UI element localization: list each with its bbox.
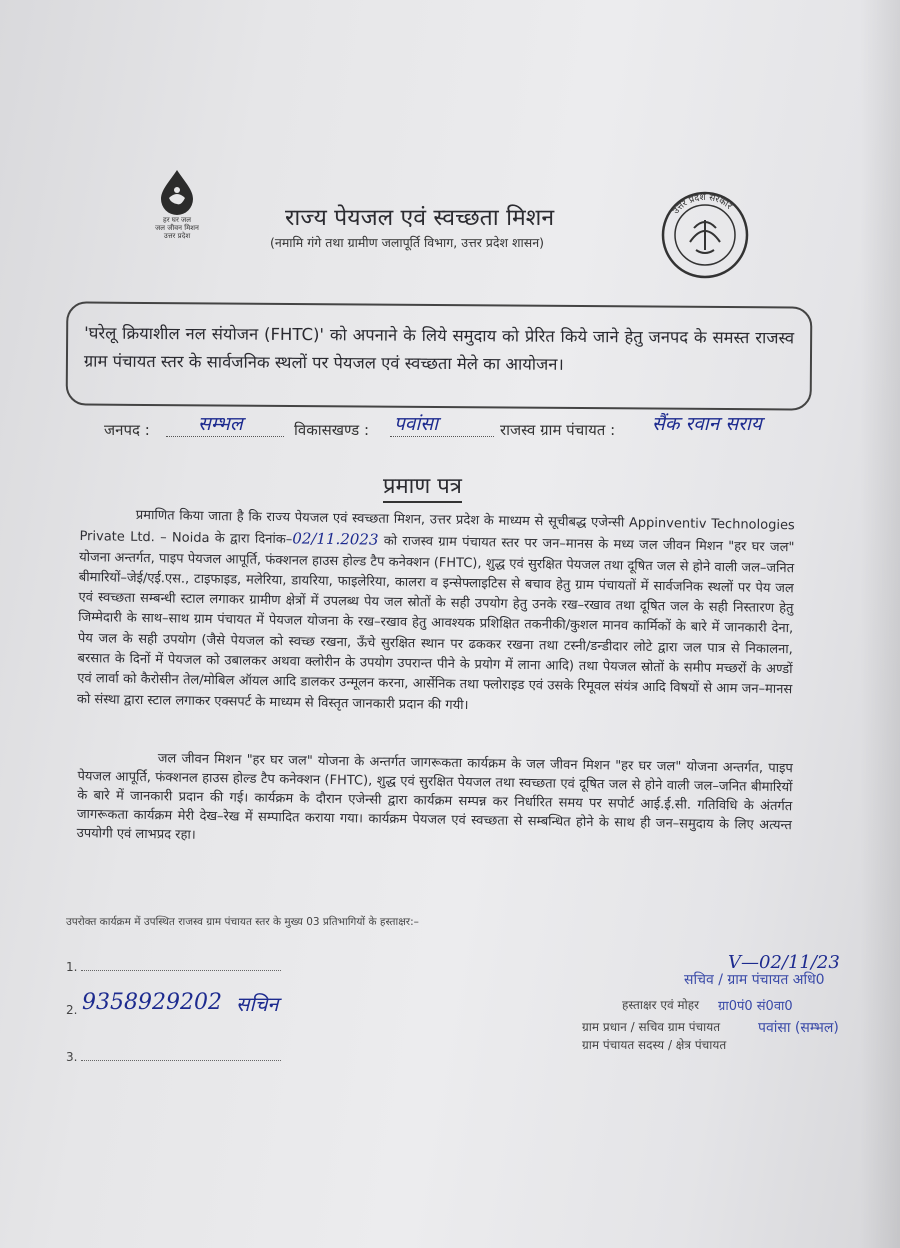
- official-stamp-designation: सचिव / ग्राम पंचायत अधि0: [684, 972, 825, 988]
- logo-caption-2: जल जीवन मिशन: [155, 224, 199, 232]
- certificate-paragraph-1: [77, 505, 795, 721]
- panchayat-label: राजस्व ग्राम पंचायत :: [500, 421, 616, 439]
- block-value: पवांसा: [394, 413, 439, 435]
- har-ghar-jal-logo: [132, 168, 222, 240]
- page-title: राज्य पेयजल एवं स्वच्छता मिशन: [285, 205, 555, 231]
- paper-shadow: [860, 0, 900, 1248]
- state-emblem-icon: [660, 190, 750, 280]
- district-value: सम्भल: [198, 413, 243, 435]
- participants-note: उपरोक्त कार्यक्रम में उपस्थित राजस्व ग्राम पंचायत स्तर के मुख्य 03 प्रतिभागियों के हस्ताक्षर:–: [66, 916, 419, 928]
- logo-caption-1: हर घर जल: [163, 216, 191, 224]
- participant-line-3: [66, 1050, 281, 1064]
- participant-number-1: 1.: [66, 960, 78, 974]
- event-date: 02/11.2023: [292, 529, 379, 549]
- official-stamp-location: पवांसा (सम्भल): [758, 1020, 839, 1036]
- official-sign-date: V—02/11/23: [728, 952, 840, 973]
- official-stamp-office: ग्रा0पं0 सं0वा0: [718, 999, 793, 1014]
- official-member-label: ग्राम पंचायत सदस्य / क्षेत्र पंचायत: [582, 1038, 727, 1052]
- participant-mobile: 9358929202: [82, 990, 222, 1015]
- logo-caption-3: उत्तर प्रदेश: [163, 232, 191, 240]
- para2-text: जल जीवन मिशन "हर घर जल" योजना के अन्तर्गत जागरूकता कार्यक्रम के जल जीवन मिशन "हर घर जल" योजना अन्तर्गत, पाइप पेयजल आपूर्ति, फंक्शनल हाउस होल्ड टैप कनेक्शन (FHTC), शुद्ध एवं सुरक्षित पेयजल तथा स्वच्छता एवं दूषित जल से होने वाली जल–जनित बीमारियों के बारे में जानकारी प्रदान की गई। कार्यक्रम के दौरान एजेन्सी द्वारा कार्यक्रम सम्पन्न कर निर्धारित समय पर सपोर्ट आई.ई.सी. गतिविधि के अंतर्गत जागरूकता कार्यक्रम मेरी देख–रेख में सम्पादित कराया गया। कार्यक्रम पेयजल एवं स्वच्छता से सम्बन्धित होने के साथ ही जन–समुदाय के लिए अत्यन्त उपयोगी एवं लाभप्रद रहा।: [76, 751, 793, 843]
- water-drop-icon: [155, 168, 199, 216]
- official-sign-label: हस्ताक्षर एवं मोहर: [622, 998, 700, 1012]
- para1-text-start: प्रमाणित किया जाता है कि राज्य पेयजल एवं स्वच्छता मिशन, उत्तर प्रदेश के माध्यम से सूचीबद्ध एजेन्सी Appinventiv Technologies Private Ltd. – Noida के द्वारा दिनांक–: [79, 507, 795, 548]
- official-role-label: ग्राम प्रधान / सचिव ग्राम पंचायत: [582, 1020, 721, 1034]
- seal-text: उत्तर प्रदेश सरकार: [671, 192, 734, 217]
- up-government-seal: [660, 190, 750, 280]
- location-row: [104, 413, 824, 454]
- signature-dotted-line-1: [81, 960, 281, 971]
- participant-number-2: 2.: [66, 1003, 78, 1017]
- signature-dotted-line-3: [81, 1050, 281, 1061]
- participant-line-1: [66, 960, 281, 974]
- participant-number-3: 3.: [66, 1050, 78, 1064]
- page-subtitle: (नमामि गंगे तथा ग्रामीण जलापूर्ति विभाग, उत्तर प्रदेश शासन): [270, 235, 545, 250]
- para1-text-end: को राजस्व ग्राम पंचायत स्तर पर जन–मानस के मध्य जल जीवन मिशन "हर घर जल" योजना अन्तर्गत, पाइप पेयजल आपूर्ति, फंक्शनल हाउस होल्ड टैप कनेक्शन (FHTC), शुद्ध एवं सुरक्षित पेयजल तथा दूषित जल से होने वाली जल–जनित बीमारियों–जेई/एई.एस., टाइफाइड, मलेरिया, डायरिया, फाइलेरिया, कालरा व इन्सेफ्लाइटिस से बचाव हेतु ग्राम पंचायतों में सार्वजनिक स्थलों पर पेय जल एवं स्वच्छता सम्बन्धी स्टाल लगाकर ग्रामीण क्षेत्रों में उपलब्ध पेय जल स्रोतों के सही उपयोग हेतु उनके रख–रखाव तथा दूषित जल के सही निस्तारण हेतु जिम्मेदारी के साथ–साथ ग्राम पंचायत में पेयजल योजना के रख–रखाव हेतु आवश्यक प्रशिक्षित तकनीकी/कुशल मानव कार्मिकों के बारे में जानकारी देना, पेय जल के सही उपयोग (जैसे पेयजल को स्वच्छ रखना, ऊँचे सुरक्षित स्थान पर ढककर रखना तथा टस्नी/डन्डीदार लोटे द्वारा जल पात्र से निकालना, बरसात के दिनों में पेयजल को उबालकर अथवा क्लोरीन के उपयोग उपरान्त पीने के प्रयोग में लाना आदि) तथा पेयजल स्रोतों के समीप मच्छरों के अण्डों एवं लार्वा को कैरोसीन तेल/मोबिल ऑयल आदि डालकर उन्मूलन करना, आर्सेनिक तथा फ्लोराइड एवं उसके रिमूवल संयंत्र आदि विषयों से आम जन–मानस को संस्था द्वारा स्टाल लगाकर एक्सपर्ट के माध्यम से विस्तृत जानकारी प्रदान की गयी।: [76, 533, 795, 713]
- district-label: जनपद :: [104, 421, 150, 439]
- participant-line-2: [66, 1003, 77, 1017]
- event-banner-text: 'घरेलू क्रियाशील नल संयोजन (FHTC)' को अपनाने के लिये समुदाय को प्रेरित किये जाने हेतु जनपद के समस्त राजस्व ग्राम पंचायत स्तर के सार्वजनिक स्थलों पर पेयजल एवं स्वच्छता मेले का आयोजन।: [83, 323, 795, 374]
- certificate-title: प्रमाण पत्र: [383, 470, 462, 503]
- panchayat-value: सैंक रवान सराय: [652, 413, 762, 435]
- certificate-paragraph-2: [77, 748, 793, 854]
- participant-signature: सचिन: [236, 992, 279, 1016]
- block-label: विकासखण्ड :: [294, 421, 370, 439]
